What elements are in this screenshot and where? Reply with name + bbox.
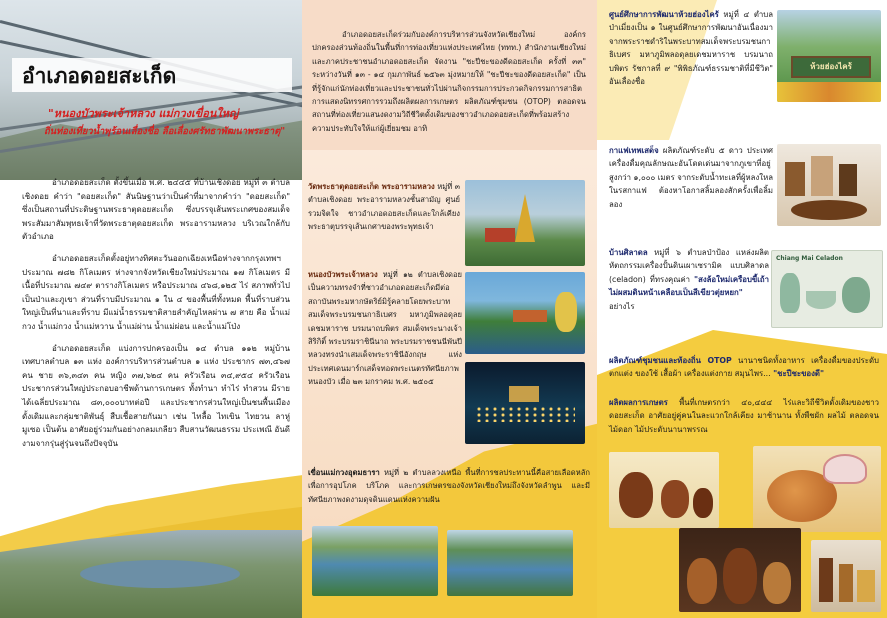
festival-intro: อำเภอดอยสะเก็ดร่วมกับองค์การบริหารส่วนจังหวัดเชียงใหม่ องค์กรปกครองส่วนท้องถิ่นในพื้นที่การท่องเที่ยวแห่งประเทศไทย (ททท.) สำนักงานเชียงใหม่และภาคประชาชนอำเภอดอยสะเก็ด จัดงาน "ชะปีชะของดีดอยสะเก็ด ครั้งที่ ๓๓" ระหว่างวันที่ ๑๓ - ๑๔ กุมภาพันธ์ ๒๕๖๓ มุ่งหมายให้ "ชะปีชะของดีดอยสะเก็ด" เป็นที่รู้จักแก่นักท่องเที่ยวและประชาชนทั่วไปผ่านกิจกรรมการประกวดกิจกรรมการสาธิตการแสดงนิทรรศการรวมถึงผลิตผลการเกษตร ผลิตภัณฑ์ชุมชน (OTOP) ตลอดจนสถานที่ท่องเที่ยวแสนงดงามวิถีชีวิตดั้งเดิมของชาวอำเภอดอยสะเก็ดที่พร้อมสร้างความประทับใจให้แก่ผู้เยี่ยมชม อาทิ (312, 30, 586, 133)
sign-board: ห้วยฮ่องไคร้ (791, 56, 871, 78)
lotus-pavilion (513, 310, 547, 322)
wooden-jars-photo (609, 452, 719, 528)
temple-roof (485, 228, 515, 242)
pumpkin-photo (753, 446, 881, 532)
slogan-line-1: "หนองบัวพระเจ้าหลวง แม่กวงเขื่อนใหญ่ (48, 107, 239, 120)
right-panel (597, 0, 887, 618)
agri-heading: ผลิตผลการเกษตร (609, 398, 668, 407)
coffee-bag (811, 156, 833, 196)
temple-photo (465, 180, 585, 266)
learning-center-sign-photo (777, 10, 881, 102)
coffee-beans-basket (791, 200, 867, 220)
celadon-body: หมู่ที่ ๖ ตำบลป่าป้อง แหล่งผลิตหัตถกรรมเครื่องปั้นดินเผาเซรามิค แบบศิลาดล (celadon) ที่ทรงคุณค่า (609, 248, 769, 284)
wooden-jar (693, 488, 713, 518)
craft-jar (763, 562, 791, 604)
left-panel (0, 0, 302, 618)
learning-center-section (609, 8, 773, 88)
lantern-lights (475, 406, 575, 422)
otop-tag: "ชะปีชะของดี" (773, 369, 825, 379)
intro-text (22, 176, 290, 458)
dam-body: หมู่ที่ ๒ ตำบลลวงเหนือ พื้นที่การชลประทานนี้คือสายเลือดหลักเพื่อการอุปโภค บริโภค และการเกษตรของจังหวัดเชียงใหม่ถึงจังหวัดลำพูน และมีทัศนียภาพงดงามดุจดินแดนแห่งความฝัน (308, 468, 590, 504)
craft-jar (723, 548, 757, 604)
pumpkin-cut-slice (823, 454, 867, 484)
learning-center-heading: ศูนย์ศึกษาการพัฒนาห้วยฮ่องไคร้ (609, 10, 719, 19)
celadon-logo: Chiang Mai Celadon (776, 255, 843, 262)
agri-body: พื้นที่เกษตรกว่า ๔๐,๔๔๔ ไร่และวิถีชีวิตดั้งเดิมของชาวดอยสะเก็ด อาศัยอยู่คู่คนในละแวกใกล้เคียง มาช้านาน ทั้งพืชผัก ผลไม้ ตลอดจนไม้ดอก ไม้ประดับนานาพรรณ (609, 398, 879, 434)
slogan-line-2: ถิ่นท่องเที่ยวน้ำพุร้อนเลื่องชื่อ ลือเลื่องศรัทธาพัฒนาพระธาตุ" (44, 126, 286, 137)
lotus-flowers (555, 292, 577, 332)
craft-jar (687, 558, 717, 604)
flower-bed (777, 82, 881, 102)
product-box (857, 570, 875, 602)
night-pavilion (509, 386, 539, 402)
celadon-quote: "สงล้อใหม่เครือบขี้เถ้าไม่ผสมดินหน้าเคลือบเป็นสีเขียวตุ่ยหยก" (609, 274, 769, 298)
coffee-bag (839, 164, 857, 196)
wooden-jar (619, 472, 653, 518)
intro-paragraph-3: อำเภอดอยสะเก็ด แบ่งการปกครองเป็น ๑๔ ตำบล ๑๑๒ หมู่บ้าน เทศบาลตำบล ๑๓ แห่ง องค์การบริหารส่วนตำบล ๑ แห่ง ประชากร ๗๓,๔๖๗ คน ชาย ๓๖,๓๔๓ คน หญิง ๓๗,๖๒๔ คน ครัวเรือน ๓๔,๙๕๔ ครัวเรือน ประชากรส่วนใหญ่ประกอบอาชีพด้านการเกษตร ทั้งทำนา ทำไร่ ทำสวน มีรายได้เฉลี่ยประมาณ ๘๓,๐๐๐บาทต่อปี และประชากรส่วนใหญ่เป็นชนพื้นเมืองดั้งเดิมและกลุ่มชาติพันธุ์ สืบเชื้อสายกันมา เช่น ไทลื้อ ไทเขิน ไทยวน ลาหู่ มูเซอ เป็นต้น อาศัยอยู่ร่วมกันอย่างกลมเกลียว สืบสานวัฒนธรรม ประเพณี อันดีงามจากรุ่นสู่รุ่นจนถึงปัจจุบัน (22, 343, 290, 448)
otop-heading: ผลิตภัณฑ์ชุมชนและท้องถิ่น OTOP (609, 356, 732, 365)
dam-reservoir-photo-2 (447, 530, 573, 596)
intro-paragraph-1: อำเภอดอยสะเก็ด ตั้งขึ้นเมื่อ พ.ศ. ๒๔๔๕ ที่บ้านเชิงดอย หมู่ที่ ๓ ตำบลเชิงดอย คำว่า "ดอยสะเก็ด" สันนิษฐานว่าเป็นคำที่มาจากคำว่า "ดอยสะเก็ด" ซึ่งเป็นสถานที่ประดิษฐานพระธาตุดอยสะเก็ด ซึ่งบรรจุเส้นพระเกศของสมเด็จพระสัมมาสัมพุทธเจ้าที่วัดพระธาตุดอยสะเก็ด พระอารามหลวง บริเวณใกล้กับตัวอำเภอ (22, 178, 290, 242)
celadon-heading: บ้านศิลาดล (609, 248, 648, 257)
temple-section (308, 180, 460, 234)
otop-body: นานาชนิดทั้งอาหาร เครื่องดื่มของประดับตกแต่ง ของใช้ เสื้อผ้า เครื่องแต่งกาย สมุนไพร... (609, 356, 879, 379)
agri-section (609, 396, 879, 436)
lotus-pond-night-photo (465, 362, 585, 444)
temple-heading: วัดพระธาตุดอยสะเก็ด พระอารามหลวง (308, 182, 435, 191)
celadon-bowl (806, 291, 836, 309)
product-bottle (839, 564, 853, 602)
coffee-products-photo (777, 144, 881, 226)
product-bottle (819, 558, 833, 602)
celadon-vase (780, 273, 800, 313)
celadon-section (609, 246, 769, 313)
lotus-body: หมู่ที่ ๑๒ ตำบลเชิงดอย เป็นความทรงจำที่ชาวอำเภอดอยสะเก็ดมีต่อสถาบันพระมหากษัตริย์มิรู้คลายโดยพระบาทสมเด็จพระบรมชนกาธิเบศร มหาภูมิพลอดุลยเดชมหาราช บรมนาถบพิตร สมเด็จพระนางเจ้าสิริกิติ์ พระบรมราชินีนาถ พระบรมราชชนนีพันปีหลวงทรงนำเสมเด็จพระราชินีอังกฤษ แห่งประเทศเดนมาร์กเสด็จทอดพระเนตรทัศนียภาพหนองบัว เมื่อ ๒๓ มกราคม พ.ศ. ๒๕๐๕ (308, 270, 462, 387)
coffee-heading: กาแฟเทพเสด็จ (609, 146, 659, 155)
intro-paragraph-2: อำเภอดอยสะเก็ดตั้งอยู่ทางทิศตะวันออกเฉียงเหนือห่างจากกรุงเทพฯประมาณ ๗๘๒ กิโลเมตร ห่างจากจังหวัดเชียงใหม่ประมาณ ๑๗ กิโลเมตร มีเนื้อที่ประมาณ ๗๔๙ ตารางกิโลเมตร หรือประมาณ ๔๖๘,๑๒๕ ไร่ สภาพทั่วไปเป็นป่าและภูเขา ส่วนที่ราบมีประมาณ ๑ ใน ๔ ของพื้นที่ทั้งหมด พื้นที่ราบส่วนใหญ่เป็นที่นาและที่ราบ มีแม่น้ำธรรมชาติสายสำคัญไหลผ่าน ๗ สาย คือ น้ำแม่กวง น้ำแม่กวง น้ำแม่หวาน น้ำแม่ผ่าน น้ำแม่ผ่อน และน้ำแม่โป่ง (22, 253, 290, 331)
page-title: อำเภอดอยสะเก็ด (22, 63, 177, 88)
coffee-section (609, 144, 773, 211)
lotus-heading: หนองบัวพระเจ้าหลวง (308, 270, 378, 279)
food-products-photo (811, 540, 881, 612)
middle-panel (302, 0, 597, 618)
lotus-section (308, 268, 462, 389)
celadon-brochure-photo (771, 250, 883, 328)
dam-reservoir-photo-1 (312, 526, 438, 596)
dam-heading: เขื่อนแม่กวงอุดมธารา (308, 468, 380, 477)
wooden-jar (661, 480, 689, 518)
dam-water-photo (80, 560, 240, 588)
celadon-jar (842, 277, 870, 313)
celadon-tail: อย่างไร (609, 301, 635, 311)
coffee-body: ผลิตภัณฑ์ระดับ ๕ ดาว ประเทศเครื่องดื่มคุณลักษณะอันโดดเด่นมาจากภูเขาที่อยู่สูงกว่า ๑,๐๐๐ เมตร จากระดับน้ำทะเลที่ผู้หลงใหลในรสกาแฟ ต้องหาโอกาสลิ้มลองสักครั้งเพื่อลิ้มลอง (609, 146, 773, 209)
coffee-bag (785, 162, 805, 196)
temple-stupa (515, 194, 535, 242)
dam-section (308, 466, 590, 506)
lotus-pond-day-photo (465, 272, 585, 354)
learning-center-body: หมู่ที่ ๔ ตำบลป่าเมี่ยงเป็น ๑ ในศูนย์ศึกษาการพัฒนาอันเนื่องมาจากพระราชดำริในพระบาทสมเด็จพระบรมชนกาธิเบศร มหาภูมิพลอดุลยเดชมหาราช บรมนาถบพิตร รัชกาลที่ ๙ "พิพิธภัณฑ์ธรรมชาติที่มีชีวิต" อันเลื่องชื่อ (609, 10, 773, 87)
temple-body: หมู่ที่ ๓ ตำบลเชิงดอย พระอารามหลวงชั้นสามัญ ศูนย์รวมจิตใจ ชาวอำเภอดอยสะเก็ดและใกล้เคียง พระธาตุบรรจุเส้นเกศาของพระพุทธเจ้า (308, 182, 460, 232)
otop-section (609, 354, 879, 381)
crafts-photo (679, 528, 801, 612)
